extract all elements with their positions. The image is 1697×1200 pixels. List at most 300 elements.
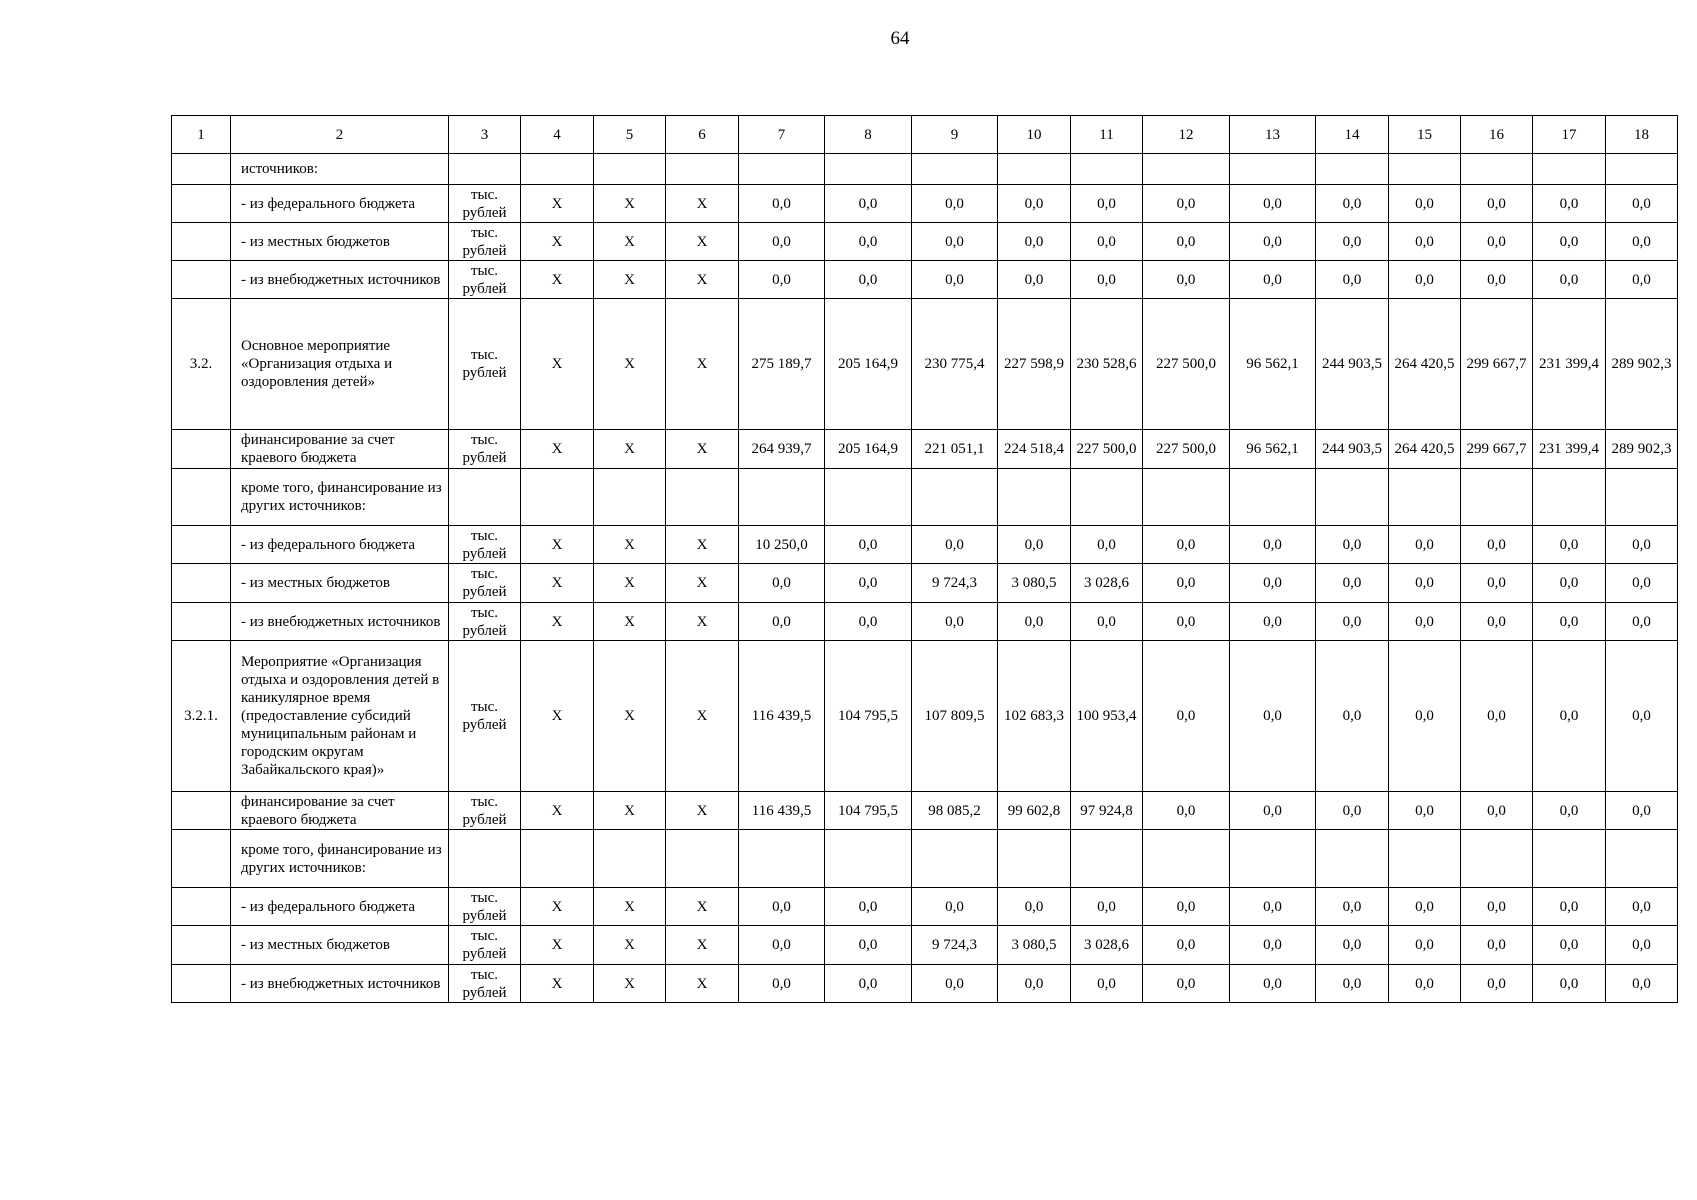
value-cell <box>825 154 912 185</box>
value-cell: X <box>594 792 666 830</box>
value-cell: 0,0 <box>1071 888 1143 926</box>
value-cell: 0,0 <box>1606 261 1678 299</box>
value-cell: 0,0 <box>825 185 912 223</box>
value-cell: X <box>666 926 739 965</box>
value-cell: 0,0 <box>1389 603 1461 641</box>
value-cell <box>1389 830 1461 888</box>
value-cell: X <box>521 261 594 299</box>
item-number-cell <box>172 965 231 1003</box>
value-cell: X <box>594 641 666 792</box>
value-cell: X <box>666 965 739 1003</box>
value-cell <box>666 154 739 185</box>
column-number: 11 <box>1071 116 1143 154</box>
value-cell: 0,0 <box>1316 965 1389 1003</box>
value-cell: X <box>521 185 594 223</box>
value-cell <box>1230 830 1316 888</box>
unit-cell: тыс. рублей <box>449 888 521 926</box>
value-cell: 0,0 <box>1533 223 1606 261</box>
value-cell: 102 683,3 <box>998 641 1071 792</box>
value-cell: 0,0 <box>1533 888 1606 926</box>
value-cell: X <box>666 888 739 926</box>
value-cell <box>1071 830 1143 888</box>
column-number: 8 <box>825 116 912 154</box>
value-cell: 0,0 <box>1316 641 1389 792</box>
item-number-cell <box>172 185 231 223</box>
table-row <box>172 185 1678 223</box>
value-cell <box>1533 154 1606 185</box>
value-cell: 0,0 <box>1606 965 1678 1003</box>
value-cell <box>1071 469 1143 526</box>
value-cell: 0,0 <box>912 185 998 223</box>
value-cell <box>1316 154 1389 185</box>
value-cell: 0,0 <box>998 223 1071 261</box>
value-cell <box>594 830 666 888</box>
column-number: 4 <box>521 116 594 154</box>
value-cell: 0,0 <box>1606 641 1678 792</box>
value-cell: 0,0 <box>1606 603 1678 641</box>
value-cell <box>1143 469 1230 526</box>
item-name-cell: - из местных бюджетов <box>231 926 449 965</box>
value-cell: 0,0 <box>1230 564 1316 603</box>
value-cell: 0,0 <box>739 261 825 299</box>
value-cell <box>1461 830 1533 888</box>
value-cell: X <box>594 965 666 1003</box>
value-cell: 0,0 <box>1143 185 1230 223</box>
value-cell: 0,0 <box>1316 185 1389 223</box>
value-cell: 231 399,4 <box>1533 430 1606 469</box>
table-row <box>172 223 1678 261</box>
value-cell: 0,0 <box>825 888 912 926</box>
value-cell: 0,0 <box>1316 888 1389 926</box>
table-row <box>172 564 1678 603</box>
value-cell: 0,0 <box>1389 641 1461 792</box>
value-cell: 0,0 <box>1230 888 1316 926</box>
value-cell: 0,0 <box>1143 965 1230 1003</box>
value-cell: 0,0 <box>1606 564 1678 603</box>
item-number-cell: 3.2. <box>172 299 231 430</box>
value-cell: 0,0 <box>1461 223 1533 261</box>
value-cell: 0,0 <box>1461 564 1533 603</box>
value-cell: 0,0 <box>1230 603 1316 641</box>
value-cell: 0,0 <box>1071 526 1143 564</box>
value-cell: 227 500,0 <box>1143 299 1230 430</box>
unit-cell: тыс. рублей <box>449 564 521 603</box>
value-cell: 221 051,1 <box>912 430 998 469</box>
value-cell: X <box>594 926 666 965</box>
column-number: 5 <box>594 116 666 154</box>
unit-cell: тыс. рублей <box>449 261 521 299</box>
column-number: 15 <box>1389 116 1461 154</box>
column-number: 6 <box>666 116 739 154</box>
value-cell: X <box>594 299 666 430</box>
value-cell: 0,0 <box>1461 185 1533 223</box>
unit-cell: тыс. рублей <box>449 299 521 430</box>
value-cell: X <box>666 261 739 299</box>
item-number-cell <box>172 792 231 830</box>
value-cell: 0,0 <box>1533 792 1606 830</box>
value-cell: 0,0 <box>1461 926 1533 965</box>
value-cell: X <box>521 223 594 261</box>
item-name-cell: Основное мероприятие «Организация отдыха и оздоровления детей» <box>231 299 449 430</box>
value-cell: 289 902,3 <box>1606 430 1678 469</box>
value-cell: X <box>666 299 739 430</box>
value-cell <box>1461 154 1533 185</box>
value-cell: 104 795,5 <box>825 792 912 830</box>
value-cell: 0,0 <box>1316 526 1389 564</box>
value-cell: 3 080,5 <box>998 926 1071 965</box>
value-cell: 0,0 <box>1230 185 1316 223</box>
value-cell: X <box>521 641 594 792</box>
value-cell: 0,0 <box>998 888 1071 926</box>
item-number-cell <box>172 469 231 526</box>
value-cell: 0,0 <box>1533 261 1606 299</box>
column-number: 7 <box>739 116 825 154</box>
value-cell: X <box>594 223 666 261</box>
column-number: 16 <box>1461 116 1533 154</box>
value-cell: 0,0 <box>1461 641 1533 792</box>
value-cell <box>521 154 594 185</box>
column-number: 1 <box>172 116 231 154</box>
value-cell <box>1389 469 1461 526</box>
value-cell <box>1316 830 1389 888</box>
value-cell: 0,0 <box>1316 564 1389 603</box>
value-cell: 230 775,4 <box>912 299 998 430</box>
value-cell <box>1143 830 1230 888</box>
value-cell: 0,0 <box>998 526 1071 564</box>
value-cell <box>1606 154 1678 185</box>
value-cell: 205 164,9 <box>825 299 912 430</box>
value-cell: 9 724,3 <box>912 564 998 603</box>
value-cell: 0,0 <box>998 261 1071 299</box>
value-cell: 0,0 <box>1533 564 1606 603</box>
value-cell: X <box>666 603 739 641</box>
value-cell: 0,0 <box>1461 792 1533 830</box>
unit-cell: тыс. рублей <box>449 185 521 223</box>
value-cell: 0,0 <box>1389 926 1461 965</box>
value-cell <box>1230 154 1316 185</box>
item-name-cell: финансирование за счет краевого бюджета <box>231 430 449 469</box>
value-cell: 0,0 <box>1071 185 1143 223</box>
value-cell: 0,0 <box>1606 223 1678 261</box>
value-cell: 0,0 <box>1143 564 1230 603</box>
table-row <box>172 469 1678 526</box>
value-cell: X <box>666 185 739 223</box>
value-cell: 0,0 <box>739 185 825 223</box>
column-number: 10 <box>998 116 1071 154</box>
value-cell: 0,0 <box>1389 564 1461 603</box>
item-number-cell <box>172 603 231 641</box>
value-cell: 0,0 <box>912 223 998 261</box>
item-name-cell: - из местных бюджетов <box>231 564 449 603</box>
value-cell: 264 420,5 <box>1389 299 1461 430</box>
column-number: 13 <box>1230 116 1316 154</box>
unit-cell: тыс. рублей <box>449 603 521 641</box>
value-cell: 0,0 <box>1230 223 1316 261</box>
value-cell: 0,0 <box>1230 526 1316 564</box>
value-cell: X <box>666 564 739 603</box>
value-cell: X <box>594 564 666 603</box>
value-cell: 0,0 <box>998 603 1071 641</box>
value-cell: 0,0 <box>1389 185 1461 223</box>
value-cell: 299 667,7 <box>1461 430 1533 469</box>
table-row <box>172 965 1678 1003</box>
value-cell: 3 080,5 <box>998 564 1071 603</box>
table-row <box>172 430 1678 469</box>
value-cell: 227 500,0 <box>1071 430 1143 469</box>
value-cell: 299 667,7 <box>1461 299 1533 430</box>
value-cell: 0,0 <box>1389 888 1461 926</box>
value-cell: X <box>594 888 666 926</box>
value-cell: 205 164,9 <box>825 430 912 469</box>
value-cell: X <box>594 430 666 469</box>
value-cell: 0,0 <box>1533 641 1606 792</box>
unit-cell: тыс. рублей <box>449 641 521 792</box>
value-cell: 0,0 <box>1230 926 1316 965</box>
value-cell: 104 795,5 <box>825 641 912 792</box>
value-cell: 96 562,1 <box>1230 430 1316 469</box>
value-cell: 0,0 <box>739 603 825 641</box>
value-cell <box>521 469 594 526</box>
value-cell: 0,0 <box>1606 185 1678 223</box>
value-cell: 0,0 <box>1071 603 1143 641</box>
item-number-cell: 3.2.1. <box>172 641 231 792</box>
value-cell: 107 809,5 <box>912 641 998 792</box>
value-cell: 0,0 <box>912 965 998 1003</box>
value-cell: 0,0 <box>739 926 825 965</box>
value-cell: 0,0 <box>1143 261 1230 299</box>
value-cell: 0,0 <box>1389 223 1461 261</box>
value-cell: 264 420,5 <box>1389 430 1461 469</box>
item-name-cell: - из внебюджетных источников <box>231 603 449 641</box>
value-cell: 0,0 <box>739 223 825 261</box>
value-cell: X <box>521 526 594 564</box>
unit-cell <box>449 469 521 526</box>
item-number-cell <box>172 830 231 888</box>
value-cell: 0,0 <box>998 965 1071 1003</box>
value-cell: 0,0 <box>1071 261 1143 299</box>
value-cell: 0,0 <box>825 965 912 1003</box>
value-cell: 0,0 <box>912 526 998 564</box>
unit-cell: тыс. рублей <box>449 526 521 564</box>
value-cell <box>912 154 998 185</box>
value-cell: 264 939,7 <box>739 430 825 469</box>
item-number-cell <box>172 888 231 926</box>
value-cell: X <box>521 299 594 430</box>
item-name-cell: - из федерального бюджета <box>231 526 449 564</box>
value-cell: 0,0 <box>1071 223 1143 261</box>
value-cell <box>521 830 594 888</box>
value-cell <box>1533 830 1606 888</box>
value-cell: X <box>521 926 594 965</box>
item-name-cell: кроме того, финансирование из других источников: <box>231 469 449 526</box>
item-name-cell: - из местных бюджетов <box>231 223 449 261</box>
item-name-cell: - из внебюджетных источников <box>231 965 449 1003</box>
item-number-cell <box>172 154 231 185</box>
item-number-cell <box>172 261 231 299</box>
value-cell: X <box>521 564 594 603</box>
value-cell: 275 189,7 <box>739 299 825 430</box>
value-cell <box>998 469 1071 526</box>
value-cell <box>825 830 912 888</box>
value-cell <box>739 154 825 185</box>
value-cell: 99 602,8 <box>998 792 1071 830</box>
value-cell: 100 953,4 <box>1071 641 1143 792</box>
value-cell: 0,0 <box>1533 965 1606 1003</box>
value-cell: 96 562,1 <box>1230 299 1316 430</box>
value-cell: 0,0 <box>1230 792 1316 830</box>
value-cell: 3 028,6 <box>1071 564 1143 603</box>
item-name-cell: - из внебюджетных источников <box>231 261 449 299</box>
item-name-cell: источников: <box>231 154 449 185</box>
value-cell: 0,0 <box>739 564 825 603</box>
value-cell: 0,0 <box>912 888 998 926</box>
value-cell: X <box>594 603 666 641</box>
item-name-cell: - из федерального бюджета <box>231 185 449 223</box>
value-cell: X <box>594 185 666 223</box>
value-cell: 0,0 <box>1461 261 1533 299</box>
value-cell <box>1606 830 1678 888</box>
value-cell: 231 399,4 <box>1533 299 1606 430</box>
unit-cell: тыс. рублей <box>449 792 521 830</box>
value-cell: 0,0 <box>1389 965 1461 1003</box>
item-number-cell <box>172 526 231 564</box>
item-name-cell: финансирование за счет краевого бюджета <box>231 792 449 830</box>
item-name-cell: - из федерального бюджета <box>231 888 449 926</box>
value-cell: 3 028,6 <box>1071 926 1143 965</box>
value-cell: 0,0 <box>1230 261 1316 299</box>
value-cell <box>998 830 1071 888</box>
table-row <box>172 641 1678 792</box>
value-cell: 0,0 <box>1461 526 1533 564</box>
value-cell <box>1461 469 1533 526</box>
value-cell: 0,0 <box>1389 261 1461 299</box>
unit-cell: тыс. рублей <box>449 223 521 261</box>
column-number: 9 <box>912 116 998 154</box>
value-cell <box>1533 469 1606 526</box>
table-row <box>172 888 1678 926</box>
value-cell: X <box>666 430 739 469</box>
table-row <box>172 926 1678 965</box>
value-cell <box>1143 154 1230 185</box>
value-cell: 0,0 <box>1461 965 1533 1003</box>
value-cell: 0,0 <box>739 965 825 1003</box>
value-cell <box>912 830 998 888</box>
value-cell: 116 439,5 <box>739 792 825 830</box>
value-cell: 98 085,2 <box>912 792 998 830</box>
value-cell: 0,0 <box>1230 641 1316 792</box>
unit-cell: тыс. рублей <box>449 965 521 1003</box>
value-cell: 227 500,0 <box>1143 430 1230 469</box>
value-cell: 0,0 <box>1143 792 1230 830</box>
column-number: 12 <box>1143 116 1230 154</box>
value-cell: 0,0 <box>1071 965 1143 1003</box>
value-cell <box>825 469 912 526</box>
value-cell: 0,0 <box>912 261 998 299</box>
value-cell <box>1230 469 1316 526</box>
item-number-cell <box>172 223 231 261</box>
value-cell: 0,0 <box>1533 603 1606 641</box>
unit-cell <box>449 154 521 185</box>
value-cell: X <box>521 888 594 926</box>
value-cell: 0,0 <box>1606 926 1678 965</box>
column-number: 17 <box>1533 116 1606 154</box>
table-row <box>172 261 1678 299</box>
value-cell <box>739 830 825 888</box>
unit-cell <box>449 830 521 888</box>
value-cell <box>666 830 739 888</box>
value-cell: 0,0 <box>998 185 1071 223</box>
value-cell: X <box>521 792 594 830</box>
value-cell: 0,0 <box>1230 965 1316 1003</box>
value-cell: 9 724,3 <box>912 926 998 965</box>
value-cell <box>1316 469 1389 526</box>
value-cell <box>1389 154 1461 185</box>
value-cell: 0,0 <box>825 603 912 641</box>
column-number: 14 <box>1316 116 1389 154</box>
value-cell: 10 250,0 <box>739 526 825 564</box>
value-cell <box>739 469 825 526</box>
value-cell: 289 902,3 <box>1606 299 1678 430</box>
table-row <box>172 526 1678 564</box>
value-cell: 0,0 <box>825 261 912 299</box>
column-number: 18 <box>1606 116 1678 154</box>
value-cell: 0,0 <box>1606 526 1678 564</box>
item-name-cell: кроме того, финансирование из других источников: <box>231 830 449 888</box>
page-number: 64 <box>890 28 910 49</box>
value-cell: 0,0 <box>1143 603 1230 641</box>
value-cell: 0,0 <box>1461 888 1533 926</box>
column-number: 2 <box>231 116 449 154</box>
item-number-cell <box>172 430 231 469</box>
value-cell: 0,0 <box>1606 792 1678 830</box>
value-cell <box>1606 469 1678 526</box>
value-cell: 244 903,5 <box>1316 299 1389 430</box>
value-cell: 227 598,9 <box>998 299 1071 430</box>
value-cell: 0,0 <box>825 526 912 564</box>
value-cell: X <box>521 965 594 1003</box>
unit-cell: тыс. рублей <box>449 926 521 965</box>
value-cell: X <box>594 261 666 299</box>
value-cell <box>594 469 666 526</box>
value-cell: 0,0 <box>1533 185 1606 223</box>
table-row <box>172 792 1678 830</box>
value-cell <box>666 469 739 526</box>
value-cell: X <box>521 603 594 641</box>
value-cell: 230 528,6 <box>1071 299 1143 430</box>
budget-table <box>171 115 1678 1003</box>
value-cell: 116 439,5 <box>739 641 825 792</box>
value-cell: 0,0 <box>1533 926 1606 965</box>
value-cell: 0,0 <box>1606 888 1678 926</box>
table-row <box>172 154 1678 185</box>
header-row <box>172 116 1678 154</box>
value-cell: 0,0 <box>1143 641 1230 792</box>
value-cell: X <box>521 430 594 469</box>
table-row <box>172 830 1678 888</box>
value-cell: 97 924,8 <box>1071 792 1143 830</box>
value-cell: X <box>666 526 739 564</box>
item-number-cell <box>172 564 231 603</box>
value-cell: 0,0 <box>1389 792 1461 830</box>
value-cell: X <box>666 792 739 830</box>
table-row <box>172 603 1678 641</box>
table-row <box>172 299 1678 430</box>
value-cell: 0,0 <box>1533 526 1606 564</box>
value-cell: 0,0 <box>1316 926 1389 965</box>
unit-cell: тыс. рублей <box>449 430 521 469</box>
value-cell: 0,0 <box>1316 223 1389 261</box>
value-cell: 0,0 <box>912 603 998 641</box>
